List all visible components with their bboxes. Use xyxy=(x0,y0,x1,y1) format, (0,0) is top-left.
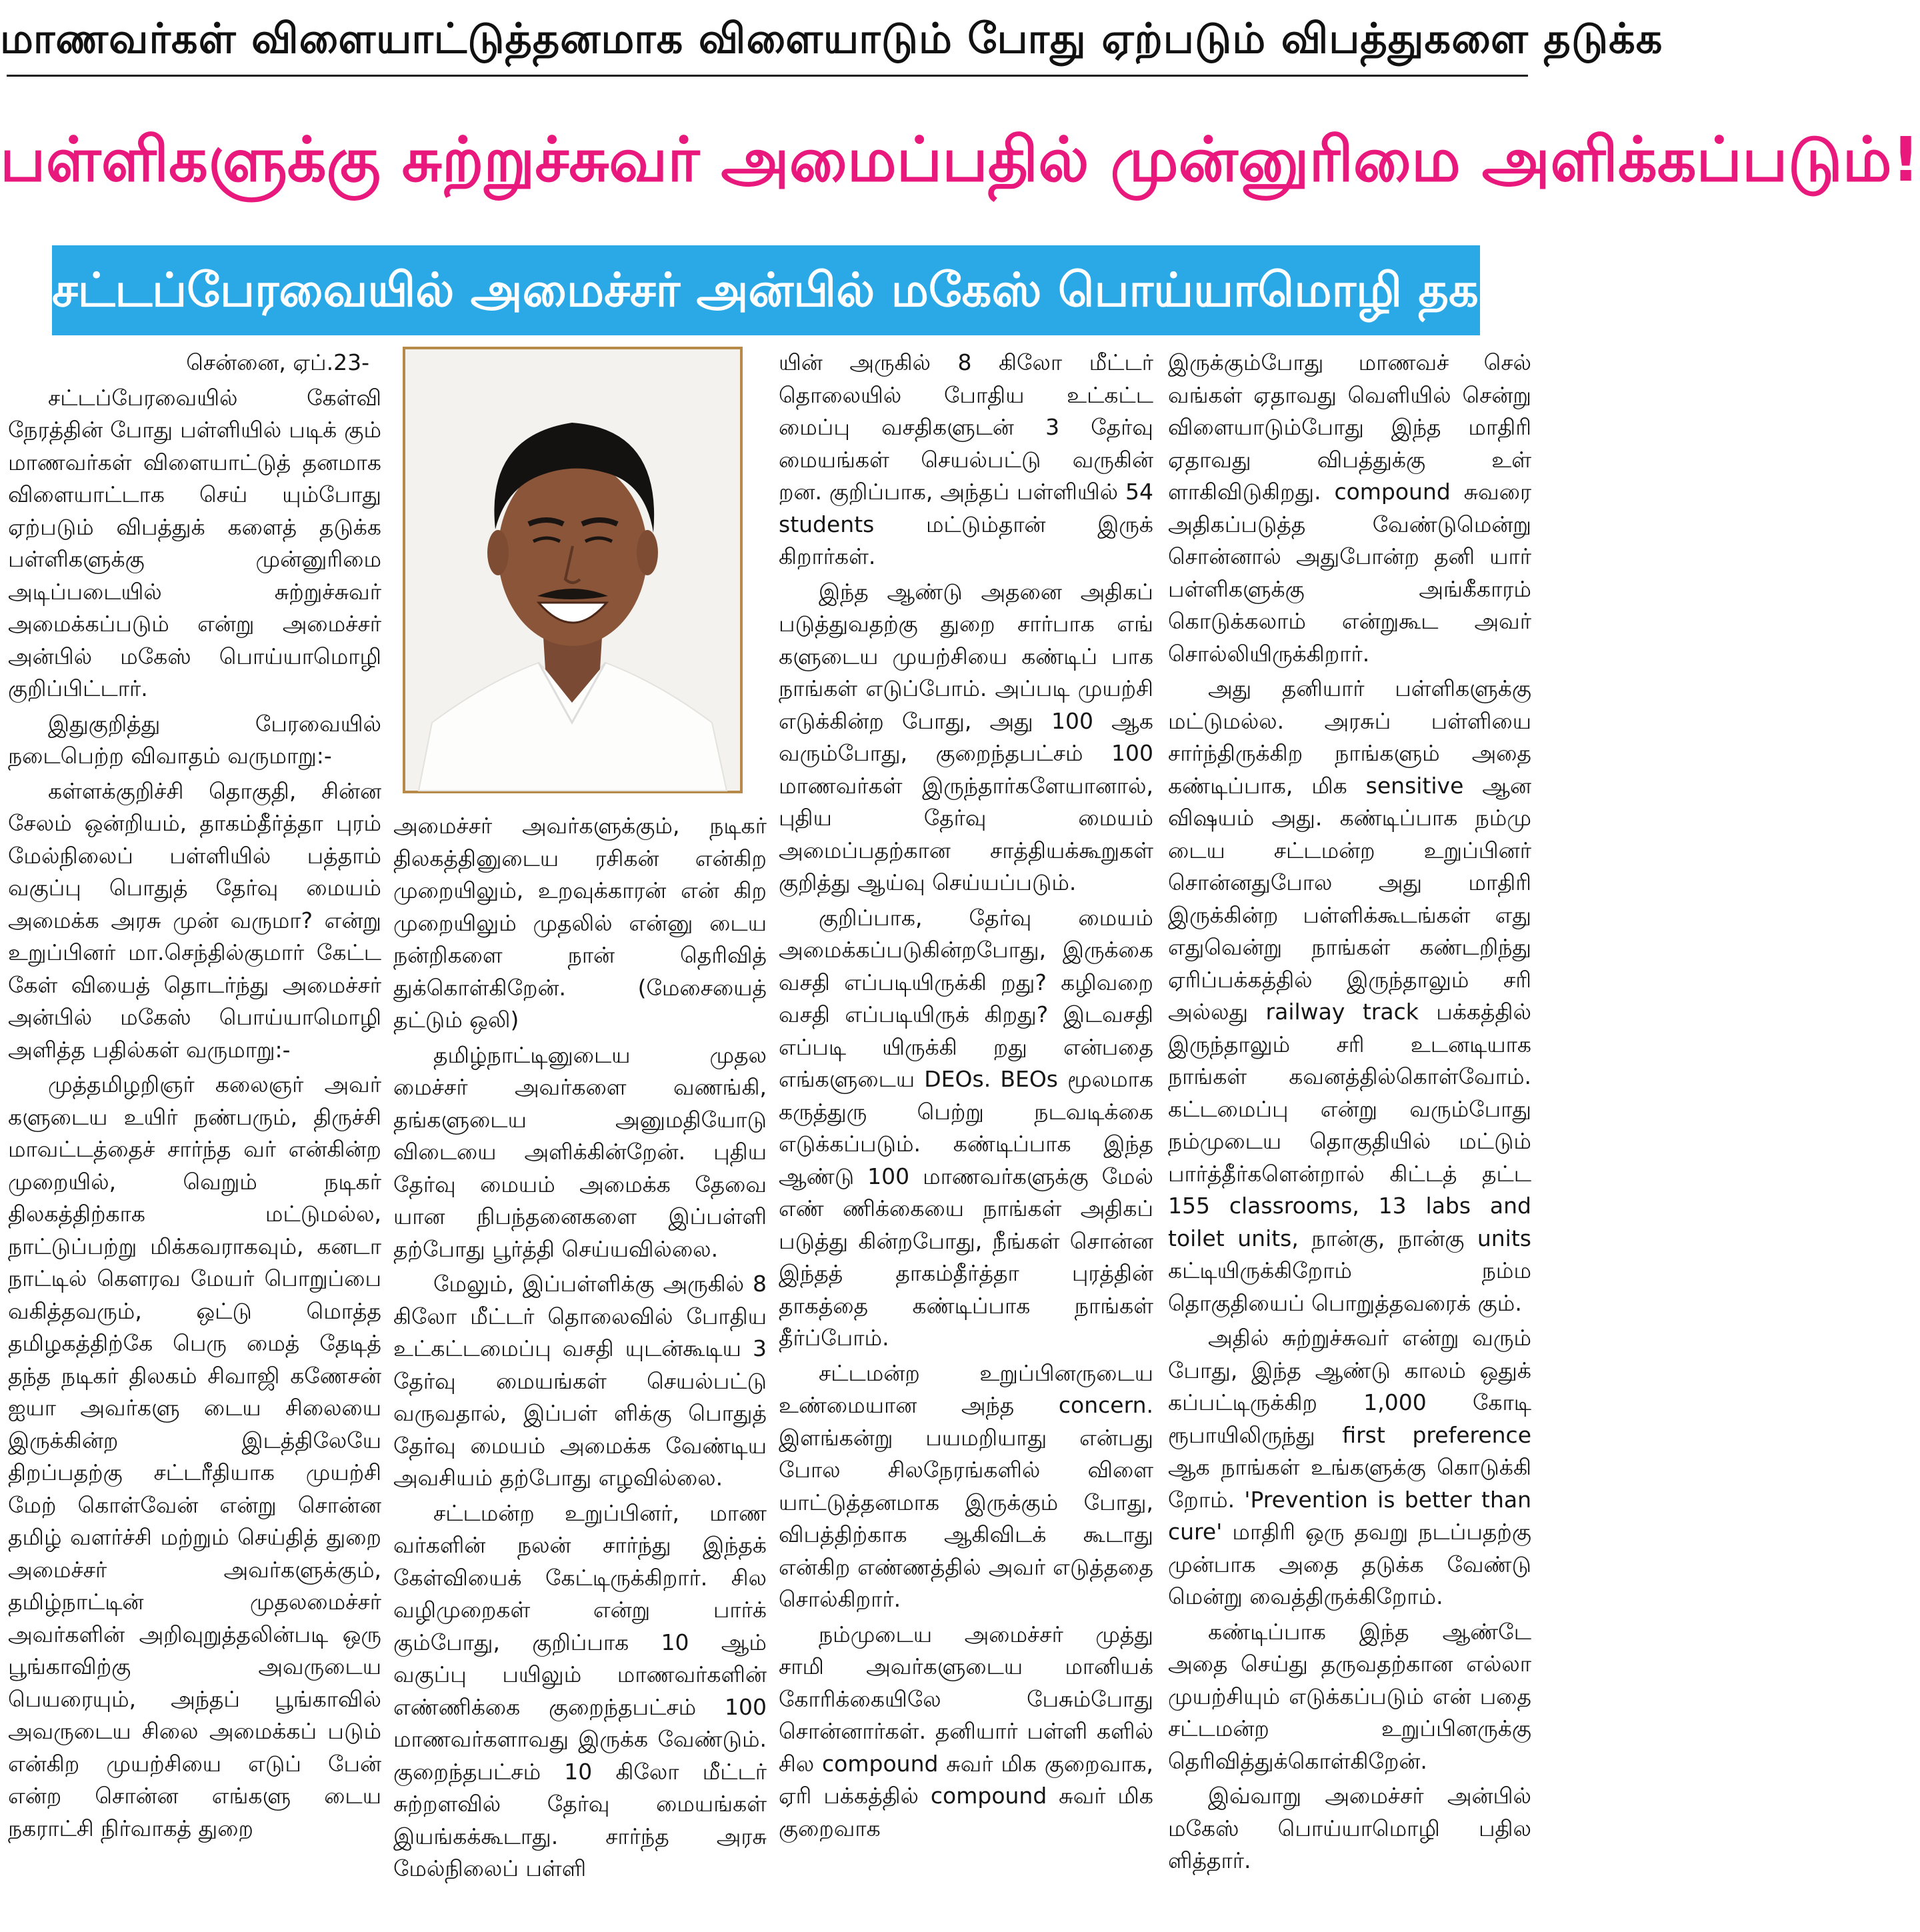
paragraph: சட்டமன்ற உறுப்பினர், மாண வர்களின் நலன் சார்ந்து இந்தக் கேள்வியைக் கேட்டிருக்கிறார். சில வழிமுறைகள் என்று பார்க் கும்போது, குறிப்பாக 10 ஆம் வகுப்பு பயிலும் மாணவர்களின் எண்ணிக்கை குறைந்தபட்சம் 100 மாணவர்களாவது இருக்க வேண்டும். குறைந்தபட்சம் 10 கிலோ மீட்டர் சுற்றளவில் தேர்வு மையங்கள் இயங்கக்கூடாது. சார்ந்த அரசு மேல்நிலைப் பள்ளி xyxy=(393,1499,767,1881)
paragraph: இருக்கும்போது மாணவச் செல் வங்கள் ஏதாவது வெளியில் சென்று விளையாடும்போது இந்த மாதிரி ஏதாவது விபத்துக்கு உள் ளாகிவிடுகிறது. compound சுவரை அதிகப்படுத்த வேண்டுமென்று சொன்னால் அதுபோன்ற தனி யார் பள்ளிகளுக்கு அங்கீகாரம் கொடுக்கலாம் என்றுகூட அவர் சொல்லியிருக்கிறார். xyxy=(1168,349,1531,667)
paragraph: சட்டப்பேரவையில் கேள்வி நேரத்தின் போது பள்ளியில் படிக் கும் மாணவர்கள் விளையாட்டுத் தனமாக விளையாட்டாக செய் யும்போது ஏற்படும் விபத்துக் களைத் தடுக்க பள்ளிகளுக்கு முன்னுரிமை அடிப்படையில் சுற்றுச்சுவர் அமைக்கப்படும் என்று அமைச்சர் அன்பில் மகேஸ் பொய்யாமொழி குறிப்பிட்டார். xyxy=(8,384,381,701)
paragraph: குறிப்பாக, தேர்வு மையம் அமைக்கப்படுகின்றபோது, இருக்கை வசதி எப்படியிருக்கி றது? கழிவறை வசதி எப்படியிருக் கிறது? இடவசதி எப்படி யிருக்கி றது என்பதை எங்களுடைய DEOs. BEOs மூலமாக கருத்துரு பெற்று நடவடிக்கை எடுக்கப்படும். கண்டிப்பாக இந்த ஆண்டு 100 மாணவர்களுக்கு மேல் எண் ணிக்கையை நாங்கள் அதிகப் படுத்து கின்றபோது, நீங்கள் சொன்ன இந்தத் தாகம்தீர்த்தா புரத்தின் தாகத்தை கண்டிப்பாக நாங்கள் தீர்ப்போம். xyxy=(779,904,1153,1351)
portrait-illustration xyxy=(405,349,740,791)
paragraph: முத்தமிழறிஞர் கலைஞர் அவர் களுடைய உயிர் நண்பரும், திருச்சி மாவட்டத்தைச் சார்ந்த வர் என்கின்ற முறையில், வெறும் நடிகர் திலகத்திற்காக மட்டுமல்ல, நாட்டுப்பற்று மிக்கவராகவும், கனடா நாட்டில் கௌரவ மேயர் பொறுப்பை வகித்தவரும், ஒட்டு மொத்த தமிழகத்திற்கே பெரு மைத் தேடித் தந்த நடிகர் திலகம் சிவாஜி கணேசன் ஐயா அவர்களு டைய சிலையை இருக்கின்ற இடத்திலேயே திறப்பதற்கு சட்டரீதியாக முயற்சி மேற் கொள்வேன் என்று சொன்ன தமிழ் வளர்ச்சி மற்றும் செய்தித் துறை அமைச்சர் அவர்களுக்கும், தமிழ்நாட்டின் முதலமைச்சர் அவர்களின் அறிவுறுத்தலின்படி ஒரு பூங்காவிற்கு அவருடைய பெயரையும், அந்தப் பூங்காவில் அவருடைய சிலை அமைக்கப் படும் என்கிற முயற்சியை எடுப் பேன் என்ற சொன்ன எங்களு டைய நகராட்சி நிர்வாகத் துறை xyxy=(8,1071,381,1841)
paragraph: இவ்வாறு அமைச்சர் அன்பில் மகேஸ் பொய்யாமொழி பதில ளித்தார். xyxy=(1168,1783,1531,1873)
paragraph: அமைச்சர் அவர்களுக்கும், நடிகர் திலகத்தினுடைய ரசிகன் என்கிற முறையிலும், உறவுக்காரன் என் கிற முறையிலும் முதலில் என்னு டைய நன்றிகளை நான் தெரிவித் துக்கொள்கிறேன். (மேசையைத் தட்டும் ஒலி) xyxy=(393,813,767,1033)
paragraph: மேலும், இப்பள்ளிக்கு அருகில் 8 கிலோ மீட்டர் தொலைவில் போதிய உட்கட்டமைப்பு வசதி யுடன்கூடிய 3 தேர்வு மையங்கள் செயல்பட்டு வருவதால், இப்பள் ளிக்கு பொதுத் தேர்வு மையம் அமைக்க வேண்டிய அவசியம் தற்போது எழவில்லை. xyxy=(393,1271,767,1491)
kicker-headline: மாணவர்கள் விளையாட்டுத்தனமாக விளையாடும் போது ஏற்படும் விபத்துகளை தடுக்க xyxy=(0,14,1663,63)
main-headline: பள்ளிகளுக்கு சுற்றுச்சுவர் அமைப்பதில் முன்னுரிமை அளிக்கப்படும்! xyxy=(0,124,1920,195)
paragraph: நம்முடைய அமைச்சர் முத்து சாமி அவர்களுடைய மானியக் கோரிக்கையிலே பேசும்போது சொன்னார்கள். தனியார் பள்ளி களில் சில compound சுவர் மிக குறைவாக, ஏரி பக்கத்தில் compound சுவர் மிக குறைவாக xyxy=(779,1621,1153,1841)
subheadline-banner: சட்டப்பேரவையில் அமைச்சர் அன்பில் மகேஸ் பொய்யாமொழி தகவல்! xyxy=(52,245,1480,335)
article-column-3 xyxy=(779,347,1153,1927)
paragraph: கண்டிப்பாக இந்த ஆண்டே அதை செய்து தருவதற்கான எல்லா முயற்சியும் எடுக்கப்படும் என் பதை சட்டமன்ற உறுப்பினருக்கு தெரிவித்துக்கொள்கிறேன். xyxy=(1168,1618,1531,1774)
paragraph: தமிழ்நாட்டினுடைய முதல மைச்சர் அவர்களை வணங்கி, தங்களுடைய அனுமதியோடு விடையை அளிக்கின்றேன். புதிய தேர்வு மையம் அமைக்க தேவை யான நிபந்தனைகளை இப்பள்ளி தற்போது பூர்த்தி செய்யவில்லை. xyxy=(393,1041,767,1262)
article-column-1 xyxy=(8,347,381,1927)
paragraph: அது தனியார் பள்ளிகளுக்கு மட்டுமல்ல. அரசுப் பள்ளியை சார்ந்திருக்கிற நாங்களும் அதை கண்டிப்பாக, மிக sensitive ஆன விஷயம் அது. கண்டிப்பாக நம்மு டைய சட்டமன்ற உறுப்பினர் சொன்னதுபோல அது மாதிரி இருக்கின்ற பள்ளிக்கூடங்கள் எது எதுவென்று நாங்கள் கண்டறிந்து ஏரிப்பக்கத்தில் இருந்தாலும் சரி அல்லது railway track பக்கத்தில் இருந்தாலும் சரி உடனடியாக நாங்கள் கவனத்தில்கொள்வோம். கட்டமைப்பு என்று வரும்போது நம்முடைய தொகுதியில் மட்டும் பார்த்தீர்களென்றால் கிட்டத் தட்ட 155 classrooms, 13 labs and toilet units, நான்கு, நான்கு units கட்டியிருக்கிறோம் நம்ம தொகுதியைப் பொறுத்தவரைக் கும். xyxy=(1168,675,1531,1316)
dateline: சென்னை, ஏப்.23- xyxy=(186,349,369,375)
article-column-2 xyxy=(393,810,767,1927)
paragraph: இதுகுறித்து பேரவையில் நடைபெற்ற விவாதம் வருமாறு:- xyxy=(8,710,381,769)
article-column-4 xyxy=(1168,347,1531,1927)
portrait-photo xyxy=(403,347,743,793)
paragraph: யின் அருகில் 8 கிலோ மீட்டர் தொலையில் போதிய உட்கட்ட மைப்பு வசதிகளுடன் 3 தேர்வு மையங்கள் செயல்பட்டு வருகின் றன. குறிப்பாக, அந்தப் பள்ளியில் 54 students மட்டும்தான் இருக் கிறார்கள். xyxy=(779,349,1153,569)
divider xyxy=(7,75,1528,77)
paragraph: அதில் சுற்றுச்சுவர் என்று வரும் போது, இந்த ஆண்டு காலம் ஒதுக் கப்பட்டிருக்கிற 1,000 கோடி ரூபாயிலிருந்து first preference ஆக நாங்கள் உங்களுக்கு கொடுக்கி றோம். 'Prevention is better than cure' மாதிரி ஒரு தவறு நடப்பதற்கு முன்பாக அதை தடுக்க வேண்டு மென்று வைத்திருக்கிறோம். xyxy=(1168,1325,1531,1609)
paragraph: கள்ளக்குறிச்சி தொகுதி, சின்ன சேலம் ஒன்றியம், தாகம்தீர்த்தா புரம் மேல்நிலைப் பள்ளியில் பத்தாம் வகுப்பு பொதுத் தேர்வு மையம் அமைக்க அரசு முன் வருமா? என்று உறுப்பினர் மா.செந்தில்குமார் கேட்ட கேள் வியைத் தொடர்ந்து அமைச்சர் அன்பில் மகேஸ் பொய்யாமொழி அளித்த பதில்கள் வருமாறு:- xyxy=(8,777,381,1063)
paragraph: சட்டமன்ற உறுப்பினருடைய உண்மையான அந்த concern. இளங்கன்று பயமறியாது என்பது போல சிலநேரங்களில் விளை யாட்டுத்தனமாக இருக்கும் போது, விபத்திற்காக ஆகிவிடக் கூடாது என்கிற எண்ணத்தில் அவர் எடுத்ததை சொல்கிறார். xyxy=(779,1359,1153,1612)
paragraph: இந்த ஆண்டு அதனை அதிகப் படுத்துவதற்கு துறை சார்பாக எங் களுடைய முயற்சியை கண்டிப் பாக நாங்கள் எடுப்போம். அப்படி முயற்சி எடுக்கின்ற போது, அது 100 ஆக வரும்போது, குறைந்தபட்சம் 100 மாணவர்கள் இருந்தார்களேயானால், புதிய தேர்வு மையம் அமைப்பதற்கான சாத்தியக்கூறுகள் குறித்து ஆய்வு செய்யப்படும். xyxy=(779,578,1153,895)
